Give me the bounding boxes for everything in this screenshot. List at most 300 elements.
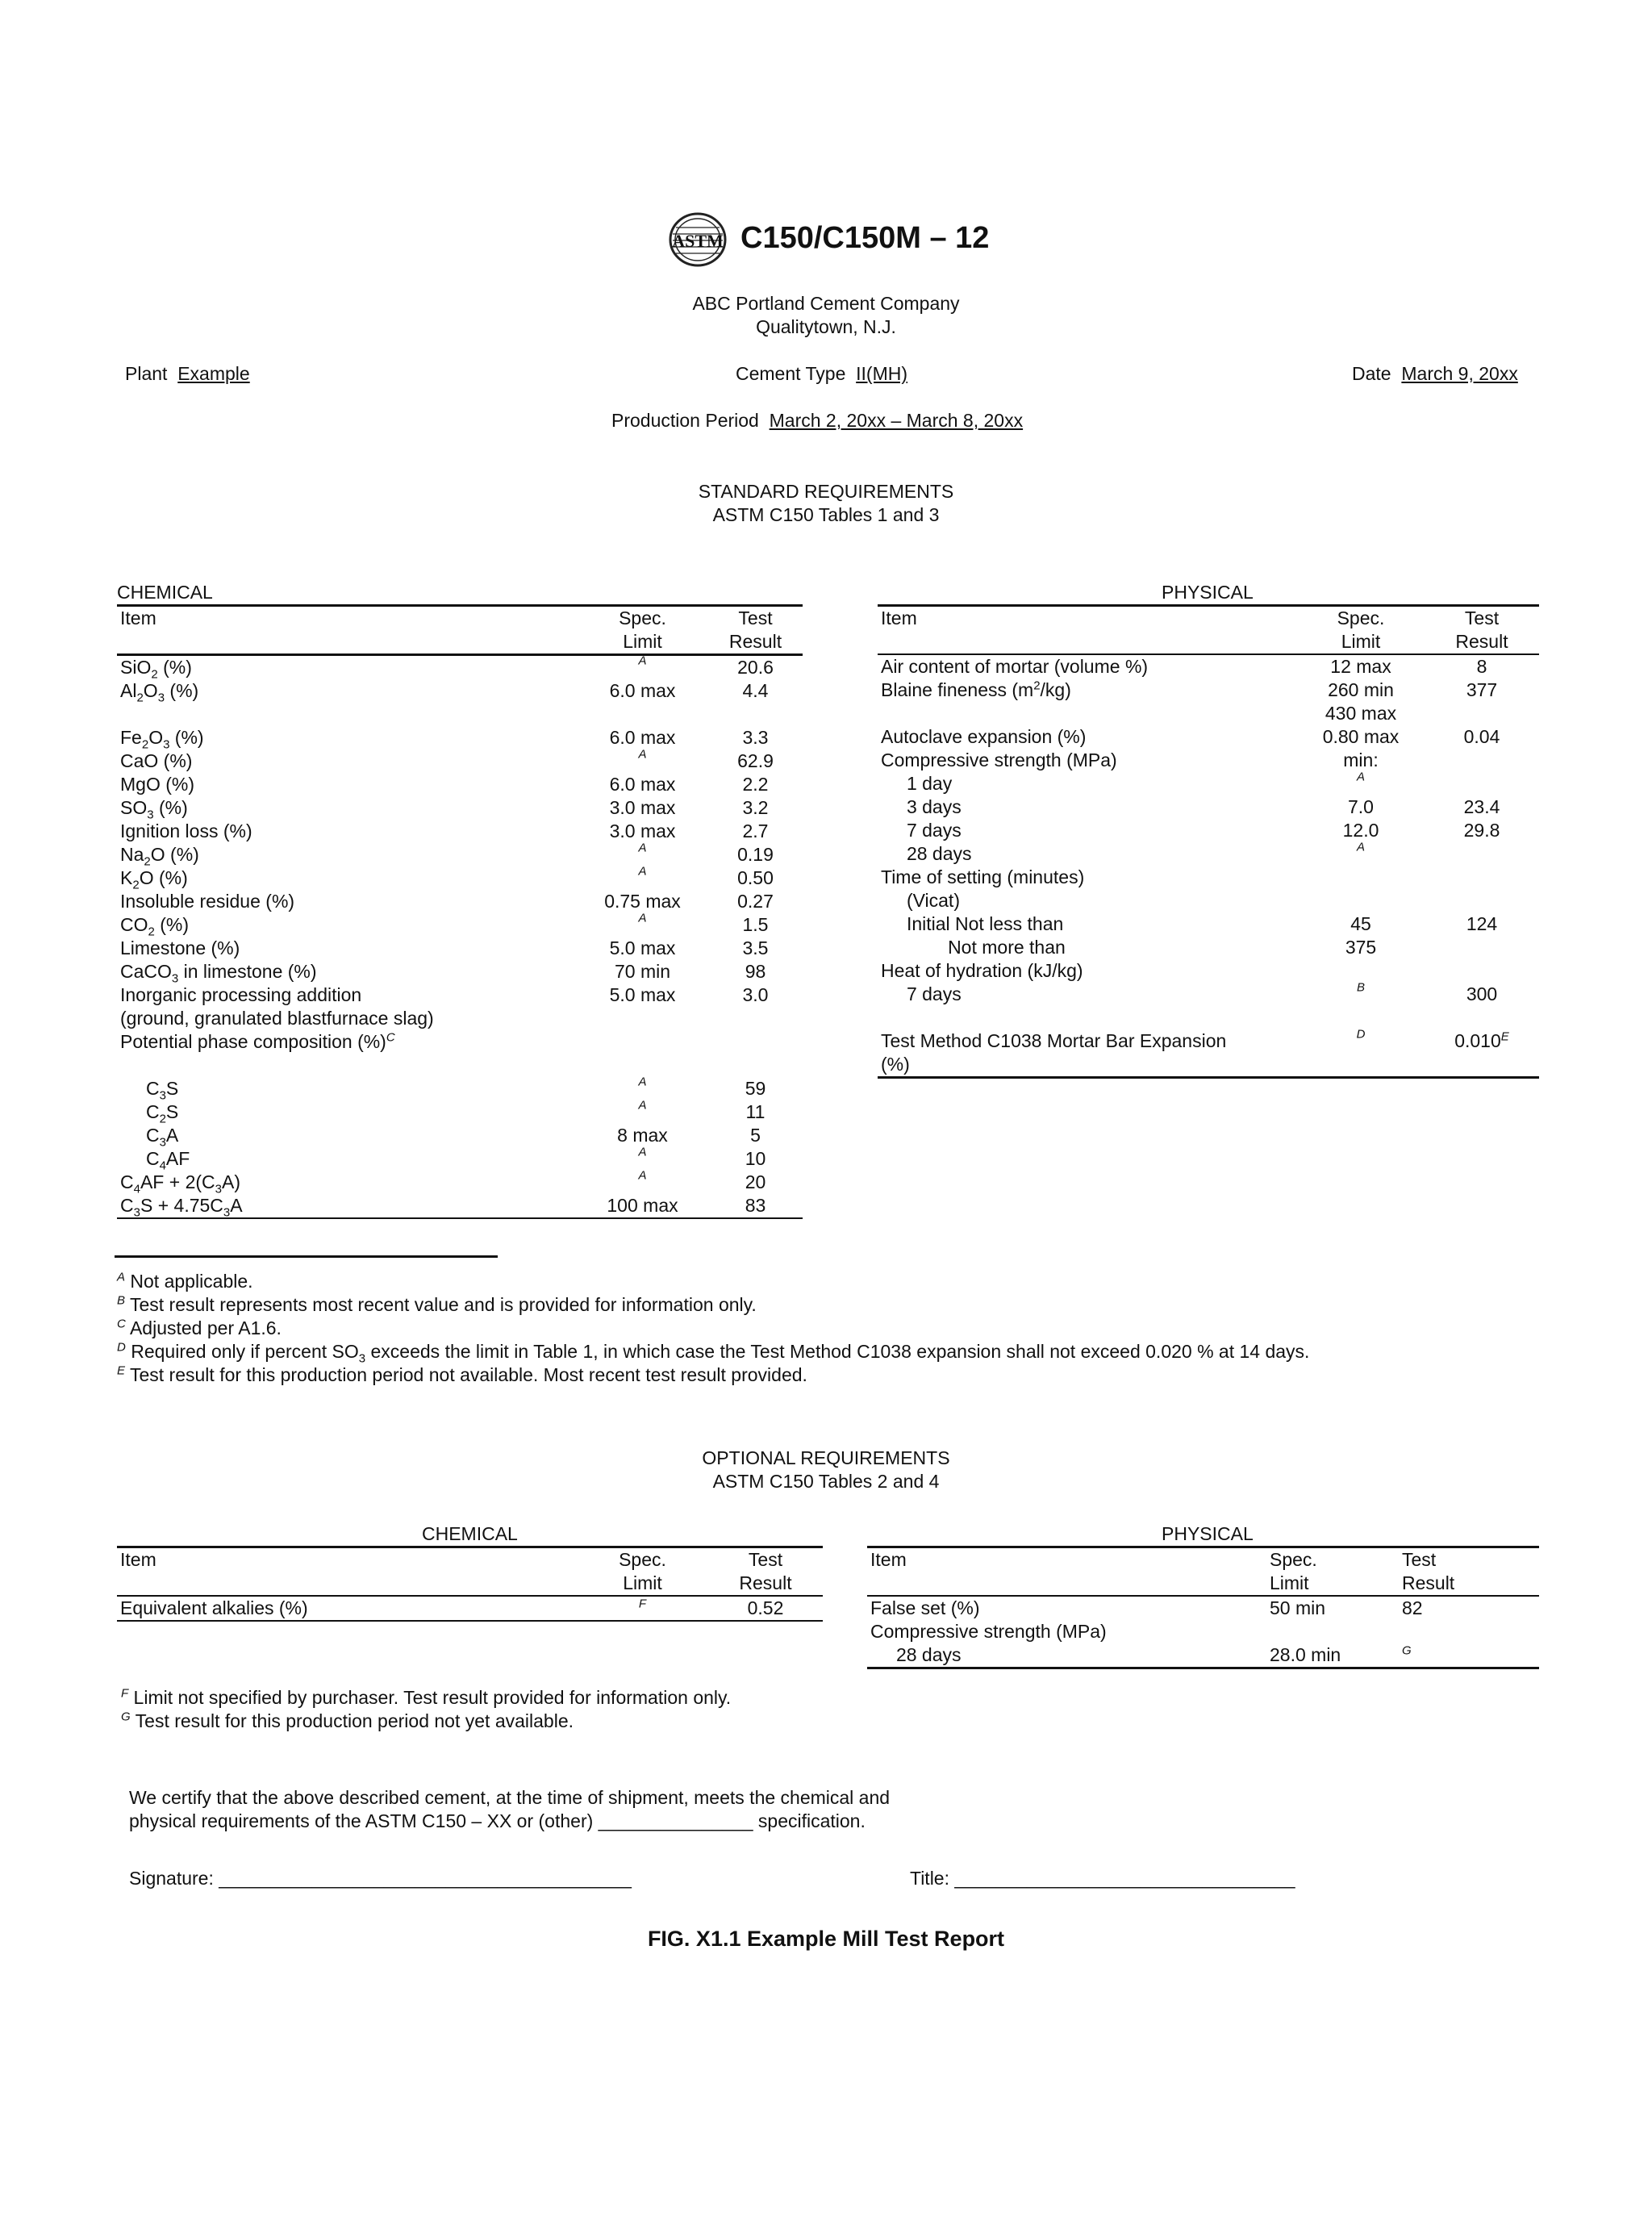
head-spec-line2: Limit xyxy=(1270,1572,1309,1593)
row-result: 82 xyxy=(1402,1597,1423,1618)
footnote: $^F$ Limit not specified by purchaser. Test result provided for information only. xyxy=(121,1686,732,1708)
row-item: Air content of mortar (volume %) xyxy=(881,656,1149,677)
row-item: 7 days xyxy=(881,820,962,841)
row-item: Potential phase composition (%)$^C$ xyxy=(120,1030,395,1052)
head-item: Item xyxy=(870,1549,907,1570)
production-period-field xyxy=(611,409,1023,432)
company-city: Qualitytown, N.J. xyxy=(756,316,896,337)
footnote-mark: G xyxy=(1402,1643,1412,1658)
row-result: 2.7 xyxy=(742,820,769,841)
table-row xyxy=(878,655,1539,679)
row-spec: 12 max xyxy=(1330,656,1391,677)
date-value: March 9, 20xx xyxy=(1401,363,1518,384)
head-spec xyxy=(580,1548,705,1595)
row-result xyxy=(1421,749,1542,772)
row-spec xyxy=(1300,889,1421,912)
row-item: $C_3A$ xyxy=(120,1125,179,1150)
footnote: $^B$ Test result represents most recent value and is provided for information only. xyxy=(117,1293,757,1315)
row-spec: 0.75 max xyxy=(604,891,681,912)
table-row xyxy=(878,936,1539,959)
row-result: 8 xyxy=(1476,656,1487,677)
footnote-mark: B xyxy=(117,1293,126,1308)
row-item: (ground, granulated blastfurnace slag) xyxy=(120,1008,434,1029)
table-row xyxy=(117,1030,803,1054)
footnote-mark: A xyxy=(638,1098,647,1113)
row-spec xyxy=(580,749,705,773)
table-row xyxy=(878,702,1539,725)
row-result: 124 xyxy=(1466,913,1498,934)
row-spec: min: xyxy=(1343,749,1379,770)
row-spec xyxy=(580,1100,705,1124)
subscript: 3 xyxy=(157,691,165,705)
date-field xyxy=(1352,362,1518,386)
cement-type-field xyxy=(736,362,907,386)
standard-chemical-table xyxy=(117,581,803,1219)
table-row xyxy=(878,842,1539,866)
row-result xyxy=(1421,772,1542,795)
table-row xyxy=(117,983,803,1007)
row-item: $C_3S + 4.75C_3A$ xyxy=(120,1195,243,1220)
row-result: 20 xyxy=(745,1171,766,1192)
table-row xyxy=(878,1053,1539,1076)
row-item: Inorganic processing addition xyxy=(120,984,362,1005)
head-spec-line1: Spec. xyxy=(1270,1549,1317,1570)
row-spec xyxy=(580,1030,705,1054)
row-spec: 7.0 xyxy=(1348,796,1374,817)
footnote-mark: F xyxy=(121,1686,129,1701)
optional-physical-table xyxy=(867,1522,1539,1669)
row-result: 0.27 xyxy=(737,891,774,912)
table-row xyxy=(878,749,1539,772)
row-item xyxy=(117,1054,580,1077)
row-spec xyxy=(580,653,705,679)
row-spec: 70 min xyxy=(614,961,671,982)
subscript: 4 xyxy=(159,1159,166,1173)
row-item: Compressive strength (MPa) xyxy=(881,749,1117,770)
row-result: 3.0 xyxy=(742,984,769,1005)
table-row xyxy=(878,912,1539,936)
table-caption: CHEMICAL xyxy=(422,1523,518,1544)
logo-text: ASTM xyxy=(672,231,724,251)
table-row xyxy=(117,1147,803,1171)
cement-type-value: II(MH) xyxy=(856,363,908,384)
table-row xyxy=(878,1006,1539,1029)
certification-line1: We certify that the above described cement, at the time of shipment, meets the chemical and xyxy=(129,1787,891,1808)
row-result: 300 xyxy=(1466,983,1498,1004)
footnote-mark: A xyxy=(638,1145,647,1159)
row-result: 10 xyxy=(745,1148,766,1169)
row-result xyxy=(1421,1053,1542,1076)
table-row xyxy=(117,653,803,682)
table-row xyxy=(117,937,803,960)
row-item xyxy=(878,1006,1300,1029)
footnote-mark: A xyxy=(638,841,647,855)
head-result-line1: Test xyxy=(738,608,773,628)
head-result-line2: Result xyxy=(739,1572,792,1593)
footnote-mark: A xyxy=(1356,770,1365,784)
row-result: 0.50 xyxy=(737,867,774,888)
row-item: Equivalent alkalies (%) xyxy=(120,1597,308,1618)
footnote-mark: A xyxy=(638,911,647,925)
standard-heading xyxy=(584,480,1068,527)
table-row xyxy=(878,772,1539,795)
astm-logo-icon xyxy=(668,211,728,272)
row-item: CaO (%) xyxy=(120,750,193,771)
designation-title: C150/C150M – 12 xyxy=(740,221,990,255)
row-result: $0.010^E$ xyxy=(1454,1029,1509,1051)
head-item: Item xyxy=(881,608,917,628)
table-row xyxy=(878,1029,1539,1053)
head-result xyxy=(1421,607,1542,653)
footnote-mark: D xyxy=(117,1340,126,1355)
table-row xyxy=(878,725,1539,749)
row-spec: 45 xyxy=(1350,913,1371,934)
standard-physical-table xyxy=(878,581,1539,1079)
row-result: 23.4 xyxy=(1463,796,1500,817)
row-result: 2.2 xyxy=(742,774,769,795)
row-item: Blaine fineness $(m^2/kg)$ xyxy=(881,679,1071,700)
row-spec: 375 xyxy=(1345,937,1377,958)
head-result-line1: Test xyxy=(748,1549,783,1570)
footnote-mark: G xyxy=(121,1710,131,1724)
row-spec xyxy=(1300,1006,1421,1029)
row-result xyxy=(1421,702,1542,725)
row-item: Autoclave expansion (%) xyxy=(881,726,1087,747)
footnote-mark: E xyxy=(1500,1029,1509,1044)
row-spec xyxy=(1300,959,1421,983)
row-spec: 100 max xyxy=(607,1195,678,1216)
subscript: 2 xyxy=(132,878,140,892)
row-result: 1.5 xyxy=(742,914,769,935)
table-row xyxy=(117,820,803,843)
table-body xyxy=(878,655,1539,1076)
head-spec xyxy=(1270,1548,1402,1595)
row-result: 3.2 xyxy=(742,797,769,818)
subscript: 2 xyxy=(144,854,151,869)
row-spec xyxy=(580,1168,705,1194)
row-result xyxy=(705,1007,806,1030)
footnote: $^G$ Test result for this production period not yet available. xyxy=(121,1710,574,1731)
row-result xyxy=(1421,1006,1542,1029)
subscript: 2 xyxy=(148,925,155,939)
row-item: $SO_3$ (%) xyxy=(120,797,188,822)
row-result: 377 xyxy=(1466,679,1498,700)
row-spec: 5.0 max xyxy=(609,984,676,1005)
head-result-line2: Result xyxy=(1402,1572,1455,1593)
footnote-mark: A xyxy=(638,653,647,668)
footnote-mark: A xyxy=(638,1075,647,1089)
plant-value: Example xyxy=(177,363,250,384)
table-row xyxy=(117,1124,803,1150)
cement-type-label: Cement Type xyxy=(736,363,846,384)
head-spec-line1: Spec. xyxy=(1337,608,1385,628)
row-spec xyxy=(1300,772,1421,795)
subscript: 3 xyxy=(215,1182,222,1196)
table-row xyxy=(867,1597,1539,1620)
row-item: (%) xyxy=(881,1054,910,1075)
table-row xyxy=(867,1620,1539,1643)
row-spec xyxy=(580,1007,705,1030)
row-spec xyxy=(1300,842,1421,866)
head-result-line1: Test xyxy=(1464,608,1500,628)
table-row xyxy=(878,819,1539,842)
footnote-mark: C xyxy=(117,1317,126,1331)
head-item: Item xyxy=(120,1549,156,1570)
row-item: $K_2O$ (%) xyxy=(120,867,188,892)
table-header xyxy=(117,607,803,653)
row-item: Heat of hydration (kJ/kg) xyxy=(881,960,1083,981)
table-row xyxy=(117,796,803,820)
row-item: CaCO$_3$ in limestone (%) xyxy=(120,961,317,986)
footnote-mark: F xyxy=(638,1597,647,1611)
table-row xyxy=(117,1100,803,1124)
footnote-mark: A xyxy=(638,1168,647,1183)
footnote-mark: A xyxy=(638,747,647,762)
row-item: $C_4AF + 2(C_3A)$ xyxy=(120,1171,240,1196)
optional-subtitle: ASTM C150 Tables 2 and 4 xyxy=(712,1471,940,1492)
table-row xyxy=(117,703,803,726)
table-row xyxy=(117,890,803,913)
plant-field xyxy=(125,362,250,386)
head-item: Item xyxy=(120,608,156,628)
row-item: $Al_2O_3$ (%) xyxy=(120,680,199,705)
row-spec: 8 max xyxy=(617,1125,668,1146)
row-result xyxy=(1421,866,1542,889)
certification-line2: physical requirements of the ASTM C150 – XX or (other) _______________ specification. xyxy=(129,1810,866,1831)
figure-caption: FIG. X1.1 Example Mill Test Report xyxy=(647,1927,1005,1951)
row-spec xyxy=(580,1147,705,1171)
standard-title: STANDARD REQUIREMENTS xyxy=(698,481,954,502)
optional-heading xyxy=(584,1447,1068,1493)
table-row xyxy=(878,959,1539,983)
signature-line: Signature: ________________________________________ xyxy=(129,1868,632,1889)
title-line: Title: _________________________________ xyxy=(910,1868,1295,1889)
footnote-mark: D xyxy=(1356,1027,1366,1042)
row-result xyxy=(1421,889,1542,912)
head-result-line2: Result xyxy=(1455,631,1508,652)
row-spec xyxy=(580,1054,705,1077)
row-item: SiO$_2$ (%) xyxy=(120,657,192,682)
row-item: $CO_2$ (%) xyxy=(120,914,190,939)
row-result: 59 xyxy=(745,1078,766,1099)
row-spec xyxy=(580,1597,705,1620)
row-item: $C_4AF$ xyxy=(120,1148,190,1173)
table-row xyxy=(878,679,1539,702)
footnote-mark: B xyxy=(1356,980,1365,995)
optional-title: OPTIONAL REQUIREMENTS xyxy=(702,1447,950,1468)
table-row xyxy=(117,1075,803,1103)
subscript: 4 xyxy=(133,1182,140,1196)
head-spec xyxy=(580,607,705,653)
row-result xyxy=(1421,959,1542,983)
row-spec xyxy=(580,703,705,726)
head-result xyxy=(1402,1548,1523,1595)
subscript: 3 xyxy=(147,808,154,822)
plant-label: Plant xyxy=(125,363,168,384)
row-item: Test Method C1038 Mortar Bar Expansion xyxy=(881,1030,1227,1051)
row-result xyxy=(1421,936,1542,959)
row-spec xyxy=(580,843,705,866)
row-item: $Na_2O$ (%) xyxy=(120,844,199,869)
row-spec: 430 max xyxy=(1325,703,1397,724)
table-caption: CHEMICAL xyxy=(117,582,213,603)
row-spec: 3.0 max xyxy=(609,797,676,818)
row-result: 29.8 xyxy=(1463,820,1500,841)
optional-chemical-table xyxy=(117,1522,823,1622)
subscript: 3 xyxy=(171,971,179,986)
row-spec xyxy=(580,866,705,890)
head-spec-line2: Limit xyxy=(623,1572,662,1593)
subscript: 3 xyxy=(159,1135,166,1150)
footnote: $^D$ Required only if percent $SO_3$ exceeds the limit in Table 1, in which case the Test Method C1038 expansion shall not exceed 0.020 % at 14 days. xyxy=(117,1340,1310,1366)
head-spec-line1: Spec. xyxy=(619,608,666,628)
head-result-line1: Test xyxy=(1402,1549,1437,1570)
table-row xyxy=(117,1054,803,1077)
table-row xyxy=(117,1168,803,1196)
row-result xyxy=(705,703,806,726)
row-item xyxy=(117,703,580,726)
row-item: (Vicat) xyxy=(881,890,960,911)
row-spec xyxy=(1300,1053,1421,1076)
row-item: 3 days xyxy=(881,796,962,817)
table-header xyxy=(867,1548,1539,1595)
row-spec: 28.0 min xyxy=(1270,1644,1341,1665)
head-result xyxy=(705,607,806,653)
table-row xyxy=(878,866,1539,889)
row-spec: 6.0 max xyxy=(609,774,676,795)
footnote-mark: A xyxy=(1356,840,1365,854)
table-header xyxy=(117,1548,823,1595)
row-result: 98 xyxy=(745,961,766,982)
table-row xyxy=(117,913,803,937)
table-row xyxy=(117,679,803,703)
company-block xyxy=(584,292,1068,339)
row-result: 3.5 xyxy=(742,937,769,958)
table-row xyxy=(117,726,803,752)
table-header xyxy=(878,607,1539,653)
subscript: 2 xyxy=(136,691,144,705)
certification-text xyxy=(129,1786,890,1833)
row-item: Limestone (%) xyxy=(120,937,240,958)
table-row xyxy=(117,841,803,869)
table-row xyxy=(867,1643,1539,1667)
row-item: $Fe_2O_3$ (%) xyxy=(120,727,204,752)
row-item xyxy=(878,702,1300,725)
company-name: ABC Portland Cement Company xyxy=(692,293,960,314)
row-item: $C_3S$ xyxy=(120,1078,179,1103)
head-spec-line2: Limit xyxy=(623,631,662,652)
row-spec xyxy=(1300,866,1421,889)
footnote-mark: E xyxy=(117,1363,126,1378)
row-result: 0.19 xyxy=(737,844,774,865)
footnote-divider xyxy=(115,1255,498,1258)
subscript: 2 xyxy=(151,667,158,682)
table-row xyxy=(878,980,1539,1006)
row-spec: 6.0 max xyxy=(609,727,676,748)
subscript: 3 xyxy=(159,1088,166,1103)
footnotes-optional xyxy=(121,1686,1331,1733)
row-result: 83 xyxy=(745,1195,766,1216)
subscript: 3 xyxy=(358,1351,366,1366)
row-result: 11 xyxy=(745,1101,766,1122)
subscript: 3 xyxy=(163,737,170,752)
table-row xyxy=(117,749,803,773)
row-item: Compressive strength (MPa) xyxy=(870,1621,1107,1642)
row-spec: 5.0 max xyxy=(609,937,676,958)
table-caption: PHYSICAL xyxy=(1162,1523,1254,1544)
table-row xyxy=(117,1194,803,1220)
row-result xyxy=(705,1030,806,1054)
head-result xyxy=(705,1548,826,1595)
date-label: Date xyxy=(1352,363,1391,384)
table-row xyxy=(117,1597,823,1620)
row-spec xyxy=(1300,980,1421,1006)
head-result-line2: Result xyxy=(728,631,782,652)
row-spec: 50 min xyxy=(1270,1597,1326,1618)
table-body xyxy=(117,653,803,1220)
row-result xyxy=(1421,842,1542,866)
table-row xyxy=(117,866,803,890)
row-item: Ignition loss (%) xyxy=(120,820,252,841)
row-result: 20.6 xyxy=(737,657,774,678)
row-spec: 3.0 max xyxy=(609,820,676,841)
table-row xyxy=(117,1007,803,1030)
row-item: False set (%) xyxy=(870,1597,980,1618)
row-item: 7 days xyxy=(881,983,962,1004)
row-result: 3.3 xyxy=(742,727,769,748)
table-row xyxy=(117,773,803,796)
footnote-mark: C xyxy=(386,1030,395,1045)
row-spec: 6.0 max xyxy=(609,680,676,701)
head-spec-line1: Spec. xyxy=(619,1549,666,1570)
head-spec xyxy=(1300,607,1421,653)
row-item: MgO (%) xyxy=(120,774,194,795)
table-row xyxy=(117,960,803,986)
row-result: 4.4 xyxy=(742,680,769,701)
row-item: Not more than xyxy=(881,937,1066,958)
footnote-mark: A xyxy=(638,864,647,879)
row-spec xyxy=(580,913,705,937)
period-value: March 2, 20xx – March 8, 20xx xyxy=(769,410,1024,431)
row-spec xyxy=(580,1077,705,1100)
table-caption: PHYSICAL xyxy=(1162,582,1254,603)
subscript: 3 xyxy=(133,1205,140,1220)
row-spec: 0.80 max xyxy=(1322,726,1400,747)
footnote: $^C$ Adjusted per A1.6. xyxy=(117,1317,282,1338)
row-item: 28 days xyxy=(870,1644,962,1665)
subscript: 2 xyxy=(159,1112,166,1126)
subscript: 2 xyxy=(141,737,149,752)
row-item: Insoluble residue (%) xyxy=(120,891,295,912)
row-spec xyxy=(1300,1029,1421,1053)
superscript: 2 xyxy=(1033,679,1041,693)
row-result: 0.04 xyxy=(1463,726,1500,747)
standard-subtitle: ASTM C150 Tables 1 and 3 xyxy=(712,504,940,525)
row-item: $C_2S$ xyxy=(120,1101,179,1126)
row-item: Time of setting (minutes) xyxy=(881,866,1085,887)
table-row xyxy=(878,889,1539,912)
period-label: Production Period xyxy=(611,410,759,431)
subscript: 3 xyxy=(223,1205,231,1220)
row-result: 5 xyxy=(750,1125,761,1146)
footnote: $^E$ Test result for this production period not available. Most recent test result provided. xyxy=(117,1363,807,1385)
head-spec-line2: Limit xyxy=(1341,631,1381,652)
row-result: 62.9 xyxy=(737,750,774,771)
footnote: $^A$ Not applicable. xyxy=(117,1270,253,1292)
table-row xyxy=(878,795,1539,819)
footnotes-standard xyxy=(117,1270,1569,1387)
row-result xyxy=(705,1054,806,1077)
